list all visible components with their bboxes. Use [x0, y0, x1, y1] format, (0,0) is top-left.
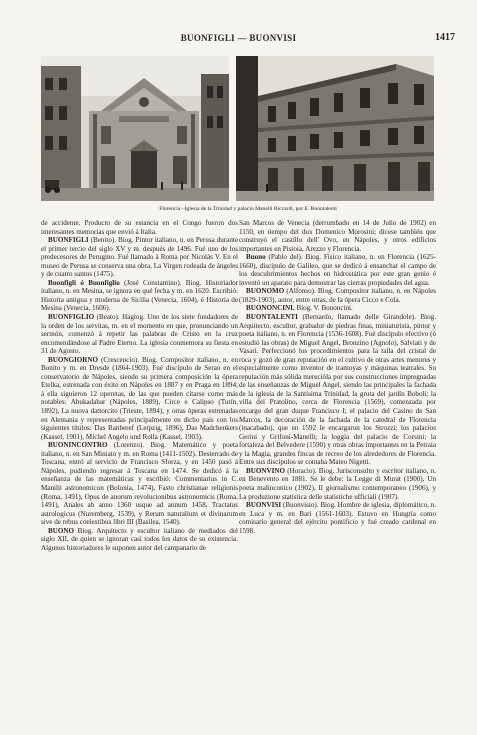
entry-headword: Buono	[246, 253, 266, 262]
dictionary-entry	[41, 313, 238, 356]
dictionary-entry	[41, 441, 238, 526]
palace-photo	[236, 56, 434, 201]
entry-text: (Beato). Hagiog. Uno de los siete fundadores de la orden de los servitas, m. en el momento en que, pronunciando un sermón, comenzó á repetir las palabras de Cristo en la cruz encomendándose al Padre Eterno. La iglesia conmemora su fiesta en 31 de Agosto.	[41, 313, 238, 356]
entry-headword: BUONGIORNO	[48, 355, 99, 364]
entry-text: (Alfonso). Biog. Compositor italiano, n. en Nápoles (1829-1903), autor, entre otras, de la ópera Cicco e Cola.	[239, 287, 436, 304]
dictionary-entry	[239, 219, 436, 253]
figure-caption: Florencia.–Iglesia de la Trinidad y palacio Manelli Riccardi, por E. Buontalenti	[159, 206, 337, 212]
entry-text: Biog. V. Bononcini.	[296, 304, 353, 313]
left-column	[41, 219, 238, 552]
running-title: BUONFIGLI — BUONVISI	[180, 33, 297, 43]
right-column	[239, 219, 436, 535]
entry-headword: BUONVISI	[246, 501, 282, 510]
entry-headword: BUONO	[48, 526, 75, 535]
entry-text: (Buonvisio). Biog. Hombre de iglesia, diplomático, n. en Luca y m. en Bari (1561-1603). Estuvo en Hungría como comisario general del ejército pontificio y fué creado cardenal en 1598.	[239, 501, 436, 535]
dictionary-entry	[41, 279, 238, 313]
entry-headword: BUONFIGLIO	[48, 313, 95, 322]
dictionary-entry	[41, 527, 238, 553]
church-photo	[41, 56, 229, 201]
dictionary-entry	[41, 219, 238, 236]
entry-headword: BUONFIGLI	[48, 236, 89, 245]
entry-headword: BUONTALENTI	[246, 313, 298, 322]
page-number: 1417	[435, 32, 455, 43]
dictionary-entry	[239, 304, 436, 313]
entry-headword: BUONVINO	[246, 466, 286, 475]
dictionary-entry	[239, 501, 436, 535]
entry-text: (Pablo del). Biog. Físico italiano, n. en Florencia (1625-1660), discípulo de Galileo, que se dedicó á ensanchar el campo de los descubrimientos hechos en hidrostática por este gran genio é inventó un aparato para demostrar las cierras propiedades del agua.	[239, 253, 436, 287]
entry-headword: Buonfigli ó Buonfiglio	[48, 278, 120, 287]
entry-text: de accidente. Producto de su estancia en el Congo fueron dos interesantes memorias que envió á Italia.	[41, 219, 238, 236]
entry-text: (Crescencio). Biog. Compositor italiano, n. en Bonito y m. en Dresde (1864-1903). Fué discípulo de Serao en el conservatorio de Nápoles, siendo su primera composición la ópera Etelka, estrenada con éxito en Nápoles en 1887 y en Praga en 1894; á ella siguieron 12 operetas, de las que pueden citarse como más notables: Abukadabar (Nápoles, 1889), Circe e Calipso (Turín, 1892), La nuova dattorcito (Trieste, 1894), y otras óperas estrenadas en Alemania y representadas principalmente en dicho país con los siguientes títulos: Das Ranberef (Leipzig, 1896), Das Madchenkers (Kassel, 1901), Michel Angelo und Rolla (Kassel, 1903).	[41, 355, 238, 441]
dictionary-entry	[239, 313, 436, 467]
entry-text: San Marcos de Venecia (derrumbado en 14 de Julio de 1902) en 1150, en tiempo del dux Domenico Morosini; dícese también que construyó el castillo dell' Ovo, en Nápoles, y otros edificios importantes en Pistoia, Arezzo y Florencia.	[239, 219, 436, 253]
dictionary-entry	[239, 253, 436, 287]
entry-text: Biog. Arquitecto y escultor italiano de mediados del siglo XII, de quien se ignoran casi todos los datos de su existencia. Algunos historiadores le suponen autor del campanario de	[41, 526, 238, 552]
entry-headword: BUONOMO	[246, 287, 285, 296]
church-photo-illustration	[41, 56, 229, 201]
entry-text: (José Constantino). Biog. Historiador italiano, n. en Mesina, se ignora en qué fecha y m. en 1620. Escribió: Historia antigua y moderna de Sicilia (Venecia, 1604), é Historia de Mesina (Venecia, 1606).	[41, 278, 239, 313]
entry-text: (Benito). Biog. Pintor italiano, n. en Perusa durante el primer tercio del siglo XV y m. después de 1496. Fué uno de los predecesores de Perugino. Fué llamado á Roma por Nicolás V. En el museo de Perusa se conserva una obra, La Virgen rodeada de ángeles y de cuatro santos (1475).	[41, 236, 238, 279]
entry-headword: BUONINCONTRO	[48, 441, 108, 450]
dictionary-entry	[41, 356, 238, 441]
entry-headword: BUONONCINI.	[246, 304, 295, 313]
entry-text: (Lorenzo). Biog. Matemático y poeta italiano, n. en San Miniato y m. en Roma (1411-1502). Desterrado de Toscana, entró al servicio de Francisco Sforza, y en 1450 pasó á Nápoles, pudiendo regresar á Toscana en 1474. Se dedicó á la enseñanza de las matemáticas y escribió: Commentarius in C. Manilii astronomicon (Bolonia, 1474), Fasto christianae religionis (Roma, 1491), Opus de anorum revolucionibus astronomicis (Roma, 1491), Anales ab anno 1360 usque ad annum 1458, Tractatus astrologicus (Nuremberg, 1539), y Rerum naturalium et divinarum sive de rebus coelestibus libri III (Basilea, 1540).	[41, 441, 238, 527]
palace-photo-illustration	[236, 56, 434, 201]
dictionary-entry	[239, 287, 436, 304]
dictionary-entry	[41, 236, 238, 279]
entry-text: (Horacio). Biog. Jurisconsulto y escritor italiano, n. en Benevento en 1881. Se le debe: la Legge di Murat (1900), Un poeta malinconico (1902), Il giornalismo contemporaneo (1906), y La produzione statistica delle statistiche ufficiali (1907).	[239, 466, 436, 501]
entry-text: (Bernardo, llamado delle Girandole). Biog. Arquitecto, escultor, grabador de piedras finas, miniaturista, pintor y poeta italiano, n. en Florencia (1536-1608). Fué discípulo efectivo (ó estudió las obras) de Miguel Angel, Bronzino (Agnolo), Salviati y de Vasari. Perfeccionó los procedimientos para la talla del cristal de roca y gozó de gran reputación en el cultivo de otras artes menores y especialmente como inventor de tramoyas y máquinas teatrales. Su reputación más sólida merecióla por sus construcciones impregnadas de las enseñanzas de Miguel Angel, siendo las principales la fachada de la iglesia de la Santísima Trinidad, la gruta del jardín Boboli; la villa del Pratolino, cerca de Florencia (1569), comenzada por encargo del gran duque Francisco I; el palacio del Casino de San Marcos, la decoración de la fachada de la catedral de Florencia (inacabado), que en 1592 le encargaron los Strozzi; los palacios Gerini y Grifoni-Manelli; la loggia del palacio de Corsini; la fortaleza del Belvedere (1590) y otras obras importantes en la Petraia y la Magia, grandes fincas de recreo de los alrededores de Florencia. Entre sus discípulos se contaba Mateo Nigetti.	[239, 313, 436, 467]
dictionary-entry	[239, 467, 436, 501]
